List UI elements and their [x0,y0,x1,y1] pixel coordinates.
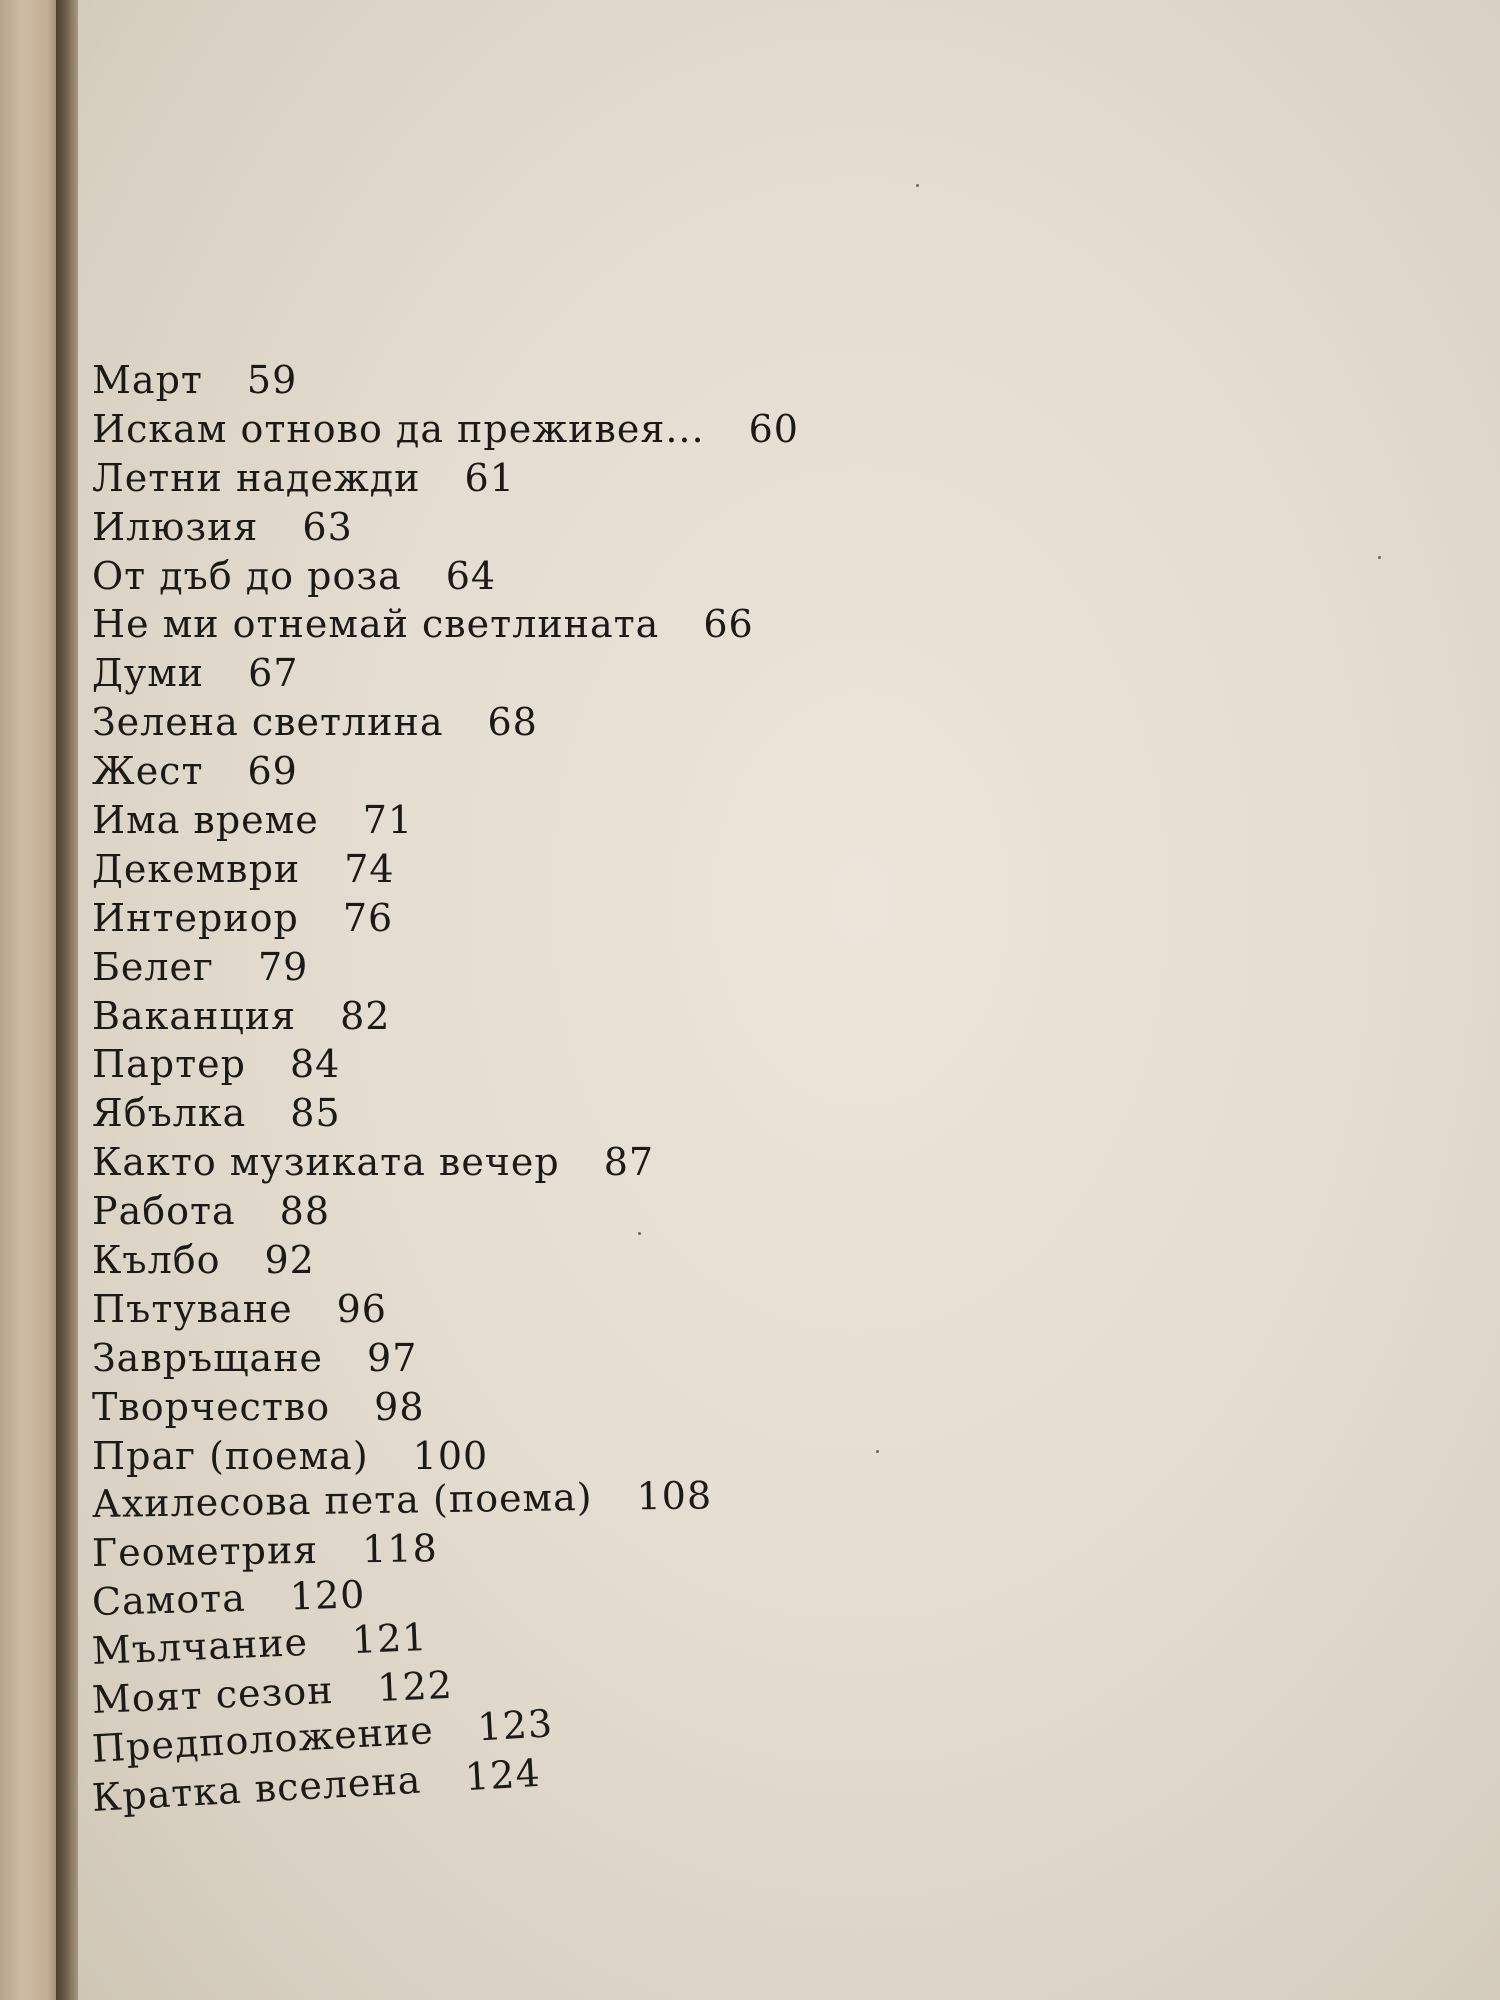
left-page-edge [0,0,56,2000]
toc-entry [92,943,992,992]
entry-title: Геометрия [91,1528,319,1576]
entry-page-number: 124 [463,1750,542,1799]
entry-title: Творчество [92,1384,331,1429]
entry-title: От дъб до роза [92,553,402,598]
book-gutter [56,0,78,2000]
entry-title: Думи [92,651,205,696]
entry-page-number: 66 [703,602,754,647]
toc-entry [92,1236,992,1285]
entry-page-number: 63 [302,504,353,549]
entry-title: Март [92,358,203,402]
toc-entry [92,992,992,1041]
entry-page-number: 97 [367,1335,418,1380]
entry-title: Предположение [90,1707,435,1771]
entry-title: Искам отново да преживея... [92,406,705,451]
table-of-contents [92,356,992,1823]
entry-title: Има време [92,798,319,843]
entry-title: Праг (поема) [92,1433,369,1478]
entry-title: Ваканция [92,993,297,1038]
entry-page-number: 98 [374,1384,425,1429]
entry-title: Както музиката вечер [92,1140,560,1185]
entry-title: Жест [92,749,204,794]
entry-page-number: 69 [247,749,298,794]
entry-page-number: 64 [445,553,497,598]
toc-entry [92,454,992,503]
toc-entry [92,1383,992,1432]
entry-page-number: 76 [342,895,394,940]
entry-page-number: 96 [336,1286,387,1331]
toc-entry [92,1040,992,1089]
toc-entry [92,1285,992,1334]
entry-page-number: 92 [264,1238,315,1283]
entry-title: Партер [92,1042,246,1087]
entry-title: Кратка вселена [90,1757,423,1820]
entry-title: Ахилесова пета (поема) [91,1475,593,1527]
entry-page-number: 120 [289,1572,366,1619]
entry-title: Кълбо [92,1238,221,1283]
entry-page-number: 60 [748,406,799,451]
toc-entry [92,600,992,649]
entry-page-number: 79 [257,944,309,989]
entry-title: Илюзия [92,504,259,549]
entry-page-number: 74 [344,846,395,891]
entry-page-number: 100 [412,1433,489,1478]
toc-entry [92,356,992,405]
toc-entry [92,1334,992,1383]
entry-page-number: 82 [340,993,391,1038]
toc-entry [92,1089,992,1138]
entry-title: Не ми отнемай светлината [92,602,660,647]
entry-page-number: 87 [603,1140,655,1185]
toc-entry [92,649,992,698]
entry-title: Работа [92,1189,236,1234]
toc-entry [92,894,992,943]
entry-title: Зелена светлина [92,700,444,745]
toc-entry [92,796,992,845]
entry-title: Белег [92,944,214,989]
entry-page-number: 59 [246,358,298,402]
toc-entry [92,698,992,747]
paper-speck [916,184,919,187]
entry-page-number: 123 [476,1701,555,1750]
entry-title: Завръщане [92,1335,324,1380]
paper-speck [1378,556,1381,559]
toc-entry [92,552,992,601]
entry-title: Пътуване [92,1286,293,1331]
entry-page-number: 84 [289,1042,341,1087]
entry-title: Ябълка [92,1091,247,1136]
entry-page-number: 118 [361,1526,439,1572]
entry-title: Самота [91,1575,247,1625]
entry-title: Летни надежди [92,455,421,500]
toc-entry [92,1187,992,1236]
entry-title: Моят сезон [91,1667,335,1723]
entry-page-number: 85 [290,1091,341,1136]
entry-page-number: 121 [350,1615,429,1663]
entry-title: Декември [92,846,301,891]
toc-entry [92,405,992,454]
entry-title: Мълчание [91,1620,309,1674]
entry-page-number: 122 [376,1662,454,1711]
entry-page-number: 61 [464,455,515,500]
entry-page-number: 88 [279,1189,331,1234]
entry-page-number: 108 [636,1473,713,1519]
toc-entry [92,1138,992,1187]
entry-page-number: 67 [248,651,299,696]
entry-title: Интериор [92,895,299,940]
toc-entry [92,845,992,894]
entry-page-number: 71 [362,798,414,843]
toc-entry [92,503,992,552]
toc-entry [92,747,992,796]
entry-page-number: 68 [487,700,538,745]
